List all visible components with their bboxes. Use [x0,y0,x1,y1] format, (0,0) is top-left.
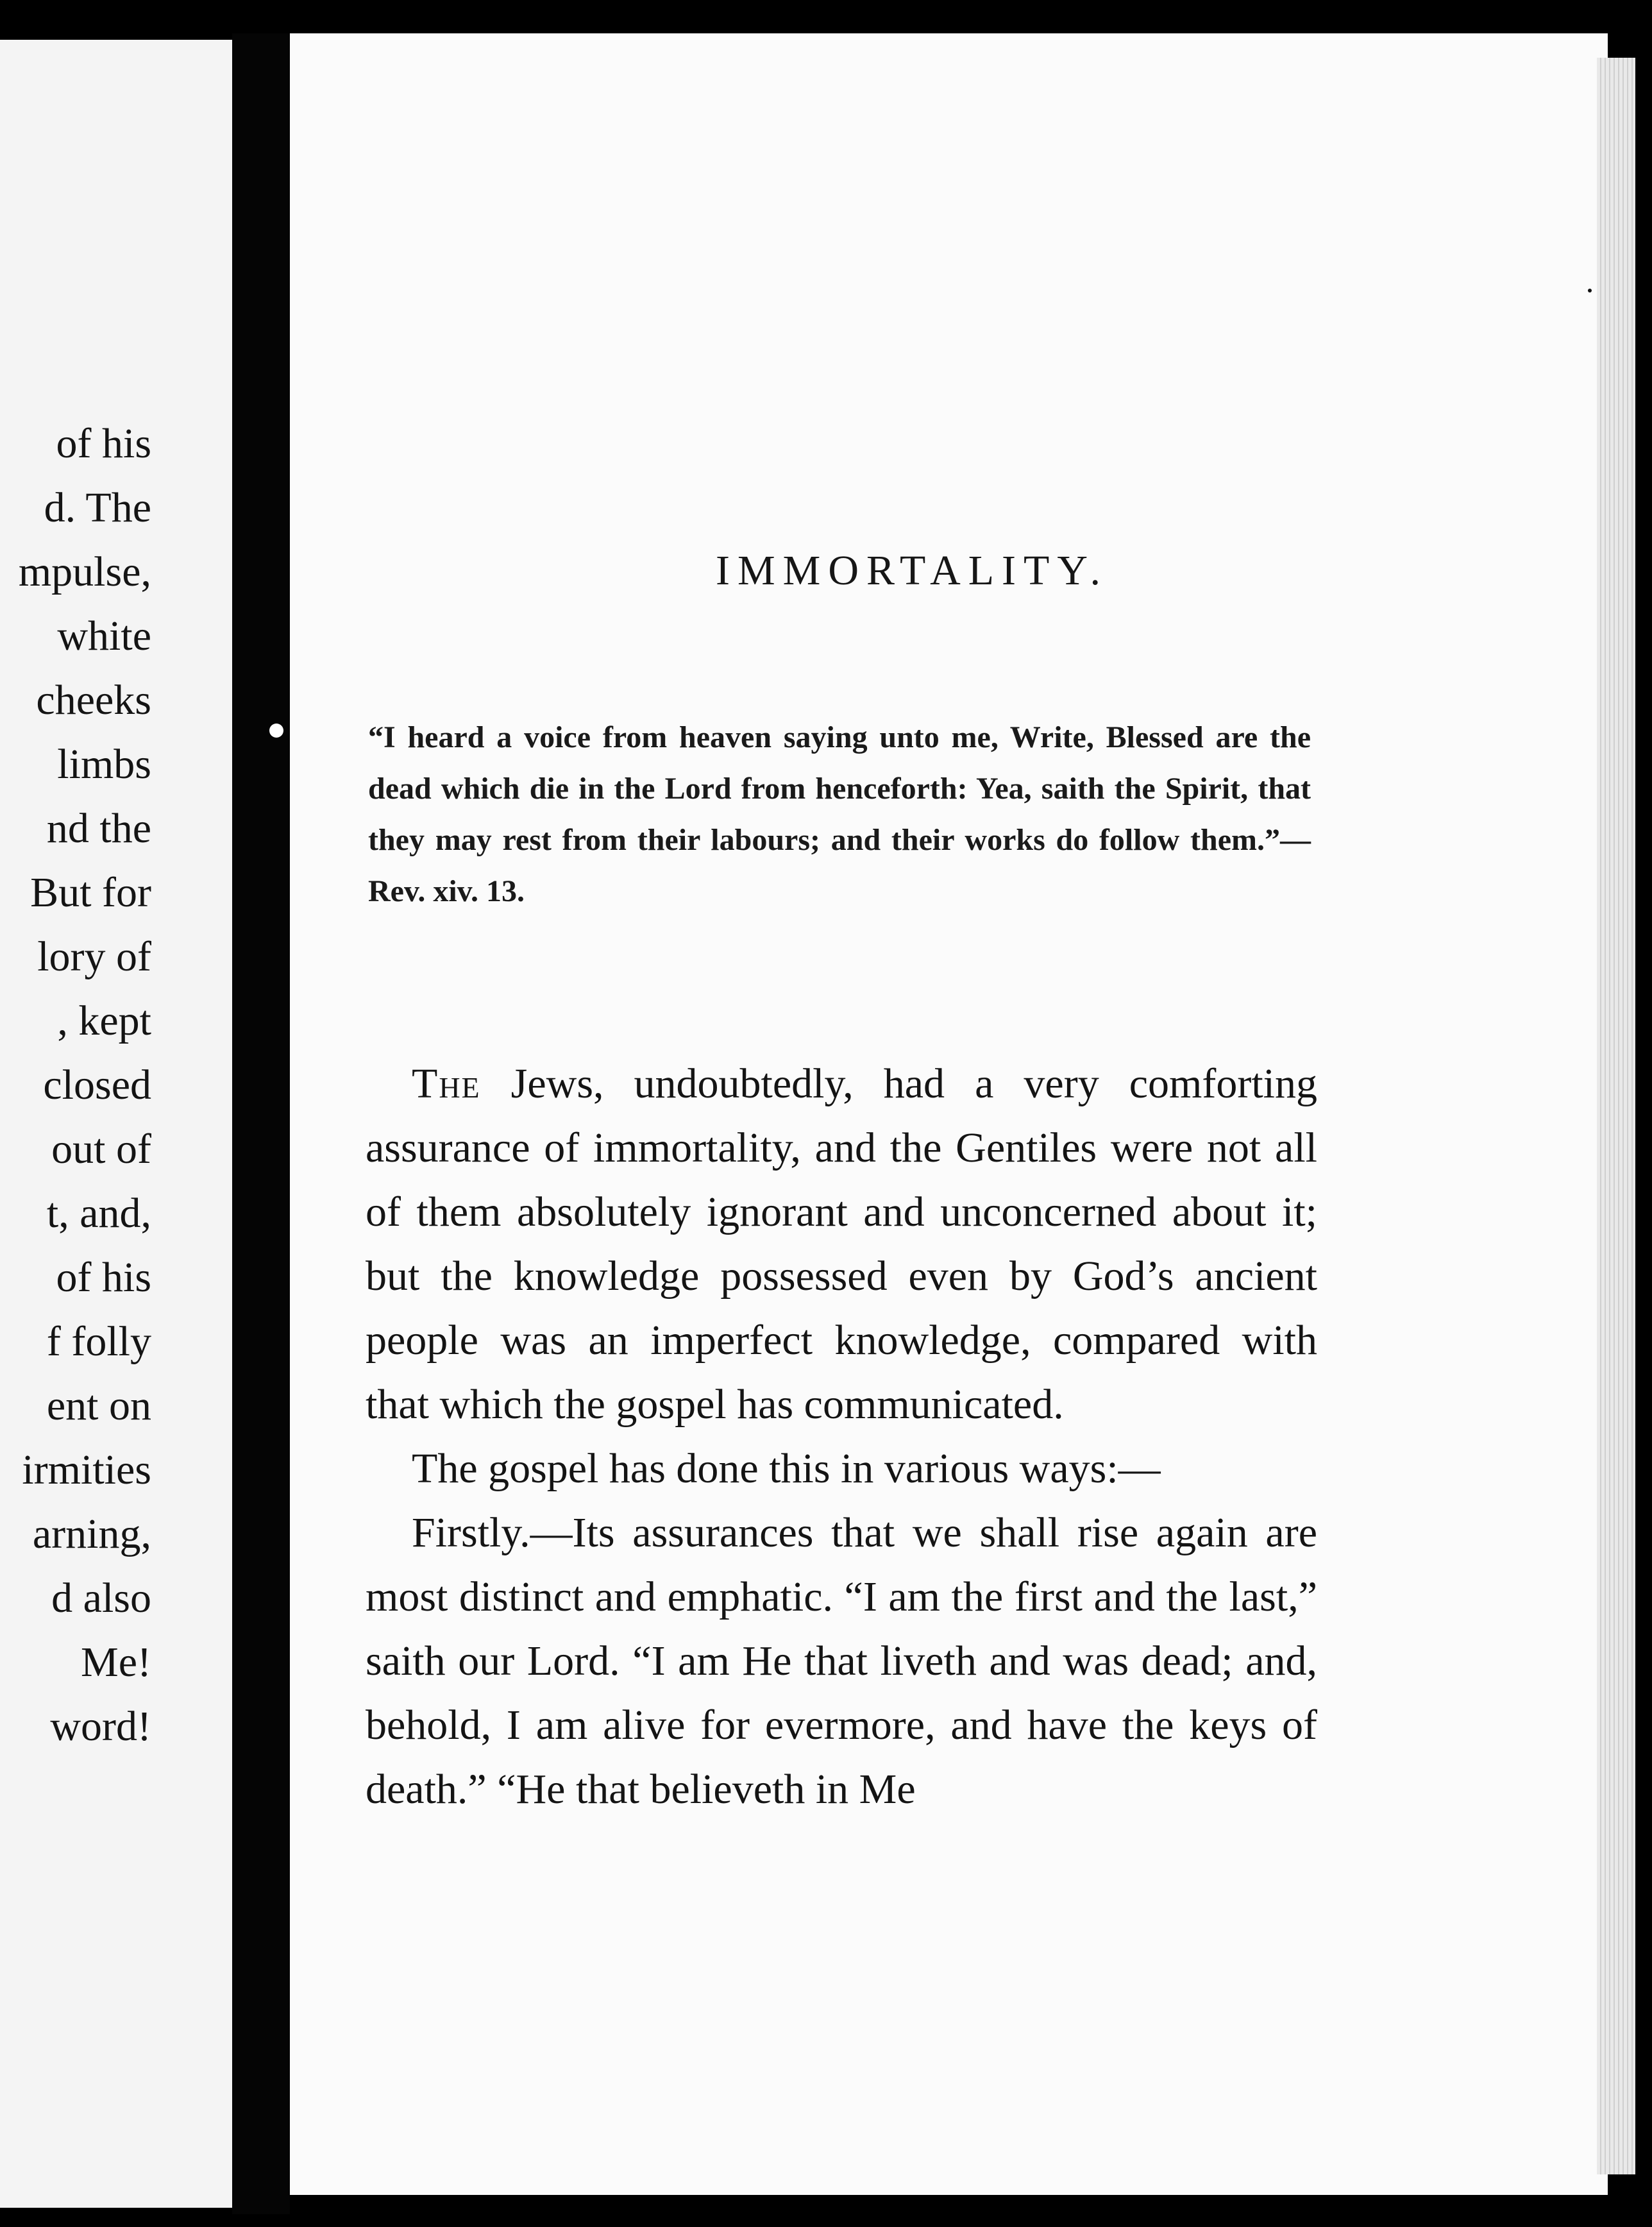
body-text [366,1052,1317,1822]
left-line: cheeks [36,677,151,724]
left-line: word! [50,1703,151,1750]
chapter-title: IMMORTALITY. [715,547,1109,594]
paragraph-text: Firstly.—Its assurances that we shall rise again are most distinct and emphatic. “I am the first and the last,” saith our Lord. “I am He that liveth and was dead; and, behold, I am alive for evermore, and have the keys of death.” “He that believeth in Me [366,1509,1317,1813]
left-line: closed [43,1062,151,1108]
paragraph-lead-word: The [412,1060,481,1107]
left-line: lory of [37,933,151,980]
scan-speck [1588,289,1592,292]
page-edges [1597,58,1635,2174]
left-page-text [19,412,151,1759]
left-line: Me! [81,1639,151,1686]
left-line: out of [51,1126,151,1173]
left-line: nd the [46,805,151,852]
left-line: f folly [46,1318,151,1365]
left-page [0,40,232,2208]
left-line: But for [30,869,151,916]
left-line: white [57,613,151,659]
left-line: limbs [57,741,151,788]
paragraph-text: Jews, undoubtedly, had a very comforting assurance of immortality, and the Gentiles were not all of them absolutely ignorant and unconcerned about it; but the knowledge possessed even by God’s ancient people was an imperfect knowledge, compared with that which the gospel has communicated. [366,1060,1317,1428]
paragraph [366,1501,1317,1822]
paragraph [366,1052,1317,1437]
scan-speck [269,724,283,738]
epigraph: “I heard a voice from heaven saying unto me, Write, Blessed are the dead which die in the Lord from henceforth: Yea, saith the Spirit, that they may rest from their labours; and their works do follow them.”—Rev. xiv. 13. [368,720,1311,908]
left-line: d also [51,1575,151,1622]
left-line: irmities [22,1446,151,1493]
left-line: of his [56,1254,151,1301]
left-line: arning, [32,1511,151,1557]
paragraph [366,1437,1317,1501]
left-line: t, and, [46,1190,151,1237]
left-line: ent on [46,1382,151,1429]
left-line: , kept [57,997,151,1044]
left-line: d. The [44,484,151,531]
left-line: mpulse, [18,548,151,595]
book-gutter [232,33,290,2214]
right-page [290,33,1608,2195]
paragraph-text: The gospel has done this in various ways:— [412,1445,1161,1492]
left-line: of his [56,420,151,467]
